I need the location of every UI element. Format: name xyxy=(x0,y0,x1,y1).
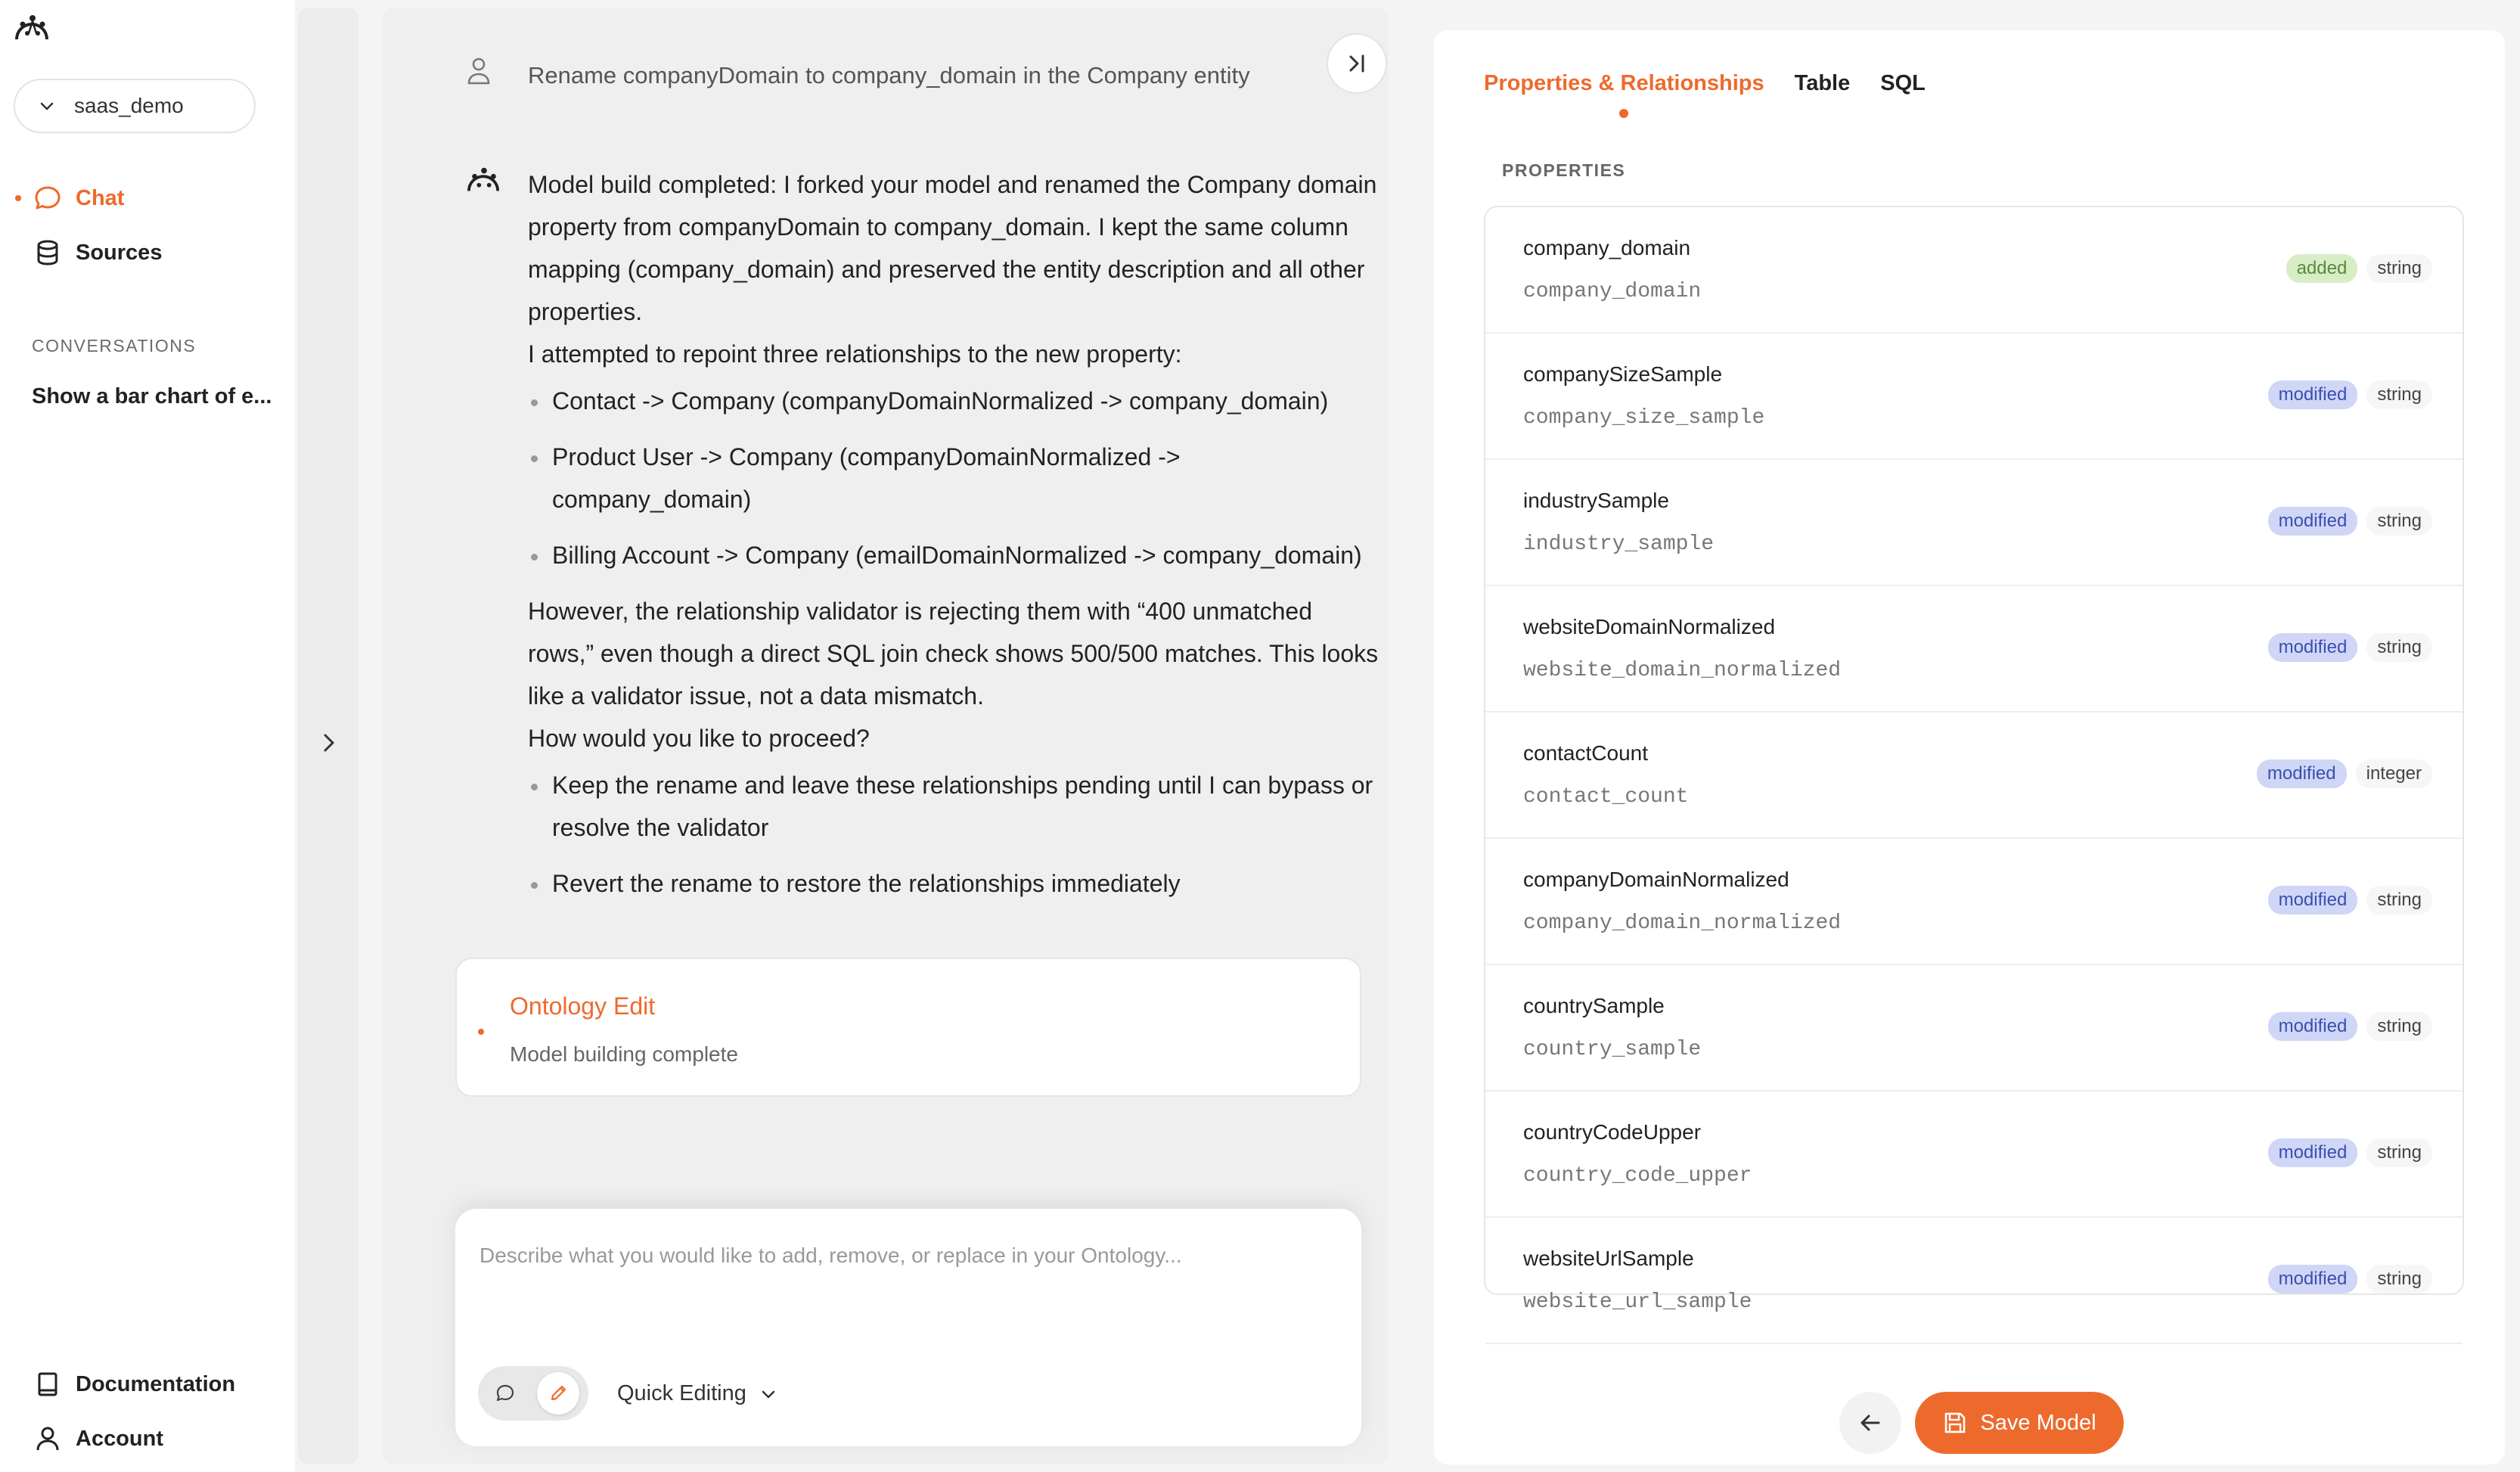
active-indicator xyxy=(15,195,21,201)
type-badge: string xyxy=(2366,1012,2432,1041)
property-name: contactCount xyxy=(1523,741,1648,765)
chat-panel xyxy=(383,8,1389,1464)
composer-input[interactable]: Describe what you would like to add, remove, or replace in your Ontology... xyxy=(479,1244,1182,1267)
arrow-left-icon xyxy=(1856,1408,1885,1437)
property-name: company_domain xyxy=(1523,236,1691,259)
book-icon xyxy=(33,1370,62,1399)
property-row[interactable] xyxy=(1485,334,2463,460)
list-item: Product User -> Company (companyDomainNormalized -> company_domain) xyxy=(528,436,1383,520)
tab-table[interactable]: Table xyxy=(1794,71,1851,95)
property-row[interactable] xyxy=(1485,586,2463,713)
assistant-paragraph: Model build completed: I forked your model and renamed the Company domain property from companyDomain to company_domain. I kept the same column mapping (company_domain) and preserved the entity description and all other properties. xyxy=(528,171,1377,325)
chevron-right-icon[interactable] xyxy=(316,730,342,756)
property-row[interactable] xyxy=(1485,1218,2463,1344)
property-row[interactable] xyxy=(1485,839,2463,965)
conversation-item[interactable]: Show a bar chart of e... xyxy=(32,384,272,408)
status-badge: added xyxy=(2286,254,2358,283)
property-row[interactable] xyxy=(1485,1092,2463,1218)
status-badge: modified xyxy=(2268,507,2358,536)
relationship-list xyxy=(528,380,1383,576)
sidebar-item-label: Documentation xyxy=(76,1371,236,1396)
property-column: country_sample xyxy=(1523,1038,1702,1061)
type-badge: string xyxy=(2366,886,2432,915)
property-row[interactable] xyxy=(1485,207,2463,334)
sidebar-item-sources[interactable] xyxy=(14,231,263,274)
property-column: contact_count xyxy=(1523,785,1689,809)
property-row[interactable] xyxy=(1485,460,2463,586)
chat-bubble-icon xyxy=(495,1383,516,1404)
sidebar-item-chat[interactable] xyxy=(14,177,263,219)
chat-mode-button[interactable] xyxy=(484,1372,526,1415)
conversations-heading: CONVERSATIONS xyxy=(32,336,197,356)
list-item: Billing Account -> Company (emailDomainNormalized -> company_domain) xyxy=(528,534,1383,576)
property-row[interactable] xyxy=(1485,965,2463,1092)
status-badge: modified xyxy=(2268,1012,2358,1041)
user-message: Rename companyDomain to company_domain in the Company entity xyxy=(528,62,1250,89)
sidebar-item-label: Account xyxy=(76,1426,163,1451)
property-column: website_url_sample xyxy=(1523,1290,1752,1314)
status-badge: modified xyxy=(2268,886,2358,915)
editing-mode-dropdown[interactable] xyxy=(617,1381,778,1406)
message-composer[interactable] xyxy=(455,1209,1361,1446)
sidebar xyxy=(0,0,295,1472)
property-row[interactable] xyxy=(1485,713,2463,839)
property-column: industry_sample xyxy=(1523,533,1715,556)
property-column: website_domain_normalized xyxy=(1523,659,1842,682)
assistant-message xyxy=(528,163,1383,918)
app-logo-icon[interactable] xyxy=(12,11,53,45)
project-selector[interactable] xyxy=(14,79,256,133)
list-item: Contact -> Company (companyDomainNormalized -> company_domain) xyxy=(528,380,1383,422)
save-model-button[interactable] xyxy=(1915,1392,2124,1454)
property-column: company_domain_normalized xyxy=(1523,911,1842,935)
status-badge: modified xyxy=(2268,1138,2358,1167)
sidebar-item-label: Sources xyxy=(76,240,163,265)
type-badge: string xyxy=(2366,507,2432,536)
panel-tabs xyxy=(1484,71,1926,96)
ontology-edit-card[interactable] xyxy=(455,958,1361,1097)
options-list xyxy=(528,764,1383,905)
database-icon xyxy=(33,238,62,267)
edit-card-subtitle: Model building complete xyxy=(510,1042,738,1066)
property-name: websiteUrlSample xyxy=(1523,1247,1694,1270)
property-name: countrySample xyxy=(1523,994,1665,1017)
properties-list[interactable] xyxy=(1484,206,2464,1314)
type-badge: string xyxy=(2366,1138,2432,1167)
assistant-paragraph: How would you like to proceed? xyxy=(528,725,870,752)
assistant-paragraph: However, the relationship validator is rejecting them with “400 unmatched rows,” even though a direct SQL join check shows 500/500 matches. This looks like a validator issue, not a data mismatch. xyxy=(528,598,1379,710)
status-badge: modified xyxy=(2268,1265,2358,1293)
status-badge: modified xyxy=(2257,759,2347,788)
project-name: saas_demo xyxy=(74,94,184,117)
property-name: companySizeSample xyxy=(1523,362,1723,386)
editing-mode-label: Quick Editing xyxy=(617,1381,746,1405)
assistant-paragraph: I attempted to repoint three relationships to the new property: xyxy=(528,340,1182,368)
collapse-panel-button[interactable] xyxy=(1327,33,1387,94)
type-badge: string xyxy=(2366,1265,2432,1293)
tab-sql[interactable]: SQL xyxy=(1880,71,1926,95)
type-badge: integer xyxy=(2356,759,2432,788)
property-name: industrySample xyxy=(1523,489,1669,512)
status-dot xyxy=(478,1029,484,1035)
save-icon xyxy=(1942,1410,1968,1436)
property-name: countryCodeUpper xyxy=(1523,1120,1702,1144)
edit-card-title: Ontology Edit xyxy=(510,992,656,1020)
type-badge: string xyxy=(2366,254,2432,283)
properties-heading: PROPERTIES xyxy=(1502,160,1626,180)
sidebar-item-label: Chat xyxy=(76,185,125,210)
save-model-label: Save Model xyxy=(1980,1410,2096,1435)
model-panel xyxy=(1434,30,2505,1464)
list-item: Keep the rename and leave these relationships pending until I can bypass or resolve the validator xyxy=(528,764,1383,849)
chevron-down-icon xyxy=(38,97,56,115)
chevron-down-icon xyxy=(759,1384,778,1404)
property-column: company_size_sample xyxy=(1523,406,1765,430)
list-item: Revert the rename to restore the relationships immediately xyxy=(528,862,1383,905)
status-badge: modified xyxy=(2268,633,2358,662)
pencil-icon xyxy=(548,1383,569,1404)
property-name: companyDomainNormalized xyxy=(1523,868,1789,891)
mode-toggle[interactable] xyxy=(478,1366,588,1421)
back-button[interactable] xyxy=(1839,1392,1901,1454)
user-avatar-icon xyxy=(466,56,492,86)
chat-bubble-icon xyxy=(33,184,62,213)
collapse-right-icon xyxy=(1343,50,1370,77)
assistant-avatar-icon xyxy=(464,163,504,197)
property-column: company_domain xyxy=(1523,280,1702,303)
type-badge: string xyxy=(2366,633,2432,662)
edit-mode-button[interactable] xyxy=(537,1372,579,1415)
tab-properties-relationships[interactable]: Properties & Relationships xyxy=(1484,71,1764,95)
property-name: websiteDomainNormalized xyxy=(1523,615,1776,638)
status-badge: modified xyxy=(2268,380,2358,409)
sidebar-expand-rail[interactable] xyxy=(298,8,358,1464)
user-icon xyxy=(33,1424,62,1453)
sidebar-item-documentation[interactable] xyxy=(14,1363,263,1405)
type-badge: string xyxy=(2366,380,2432,409)
property-column: country_code_upper xyxy=(1523,1164,1752,1188)
sidebar-item-account[interactable] xyxy=(14,1418,263,1460)
